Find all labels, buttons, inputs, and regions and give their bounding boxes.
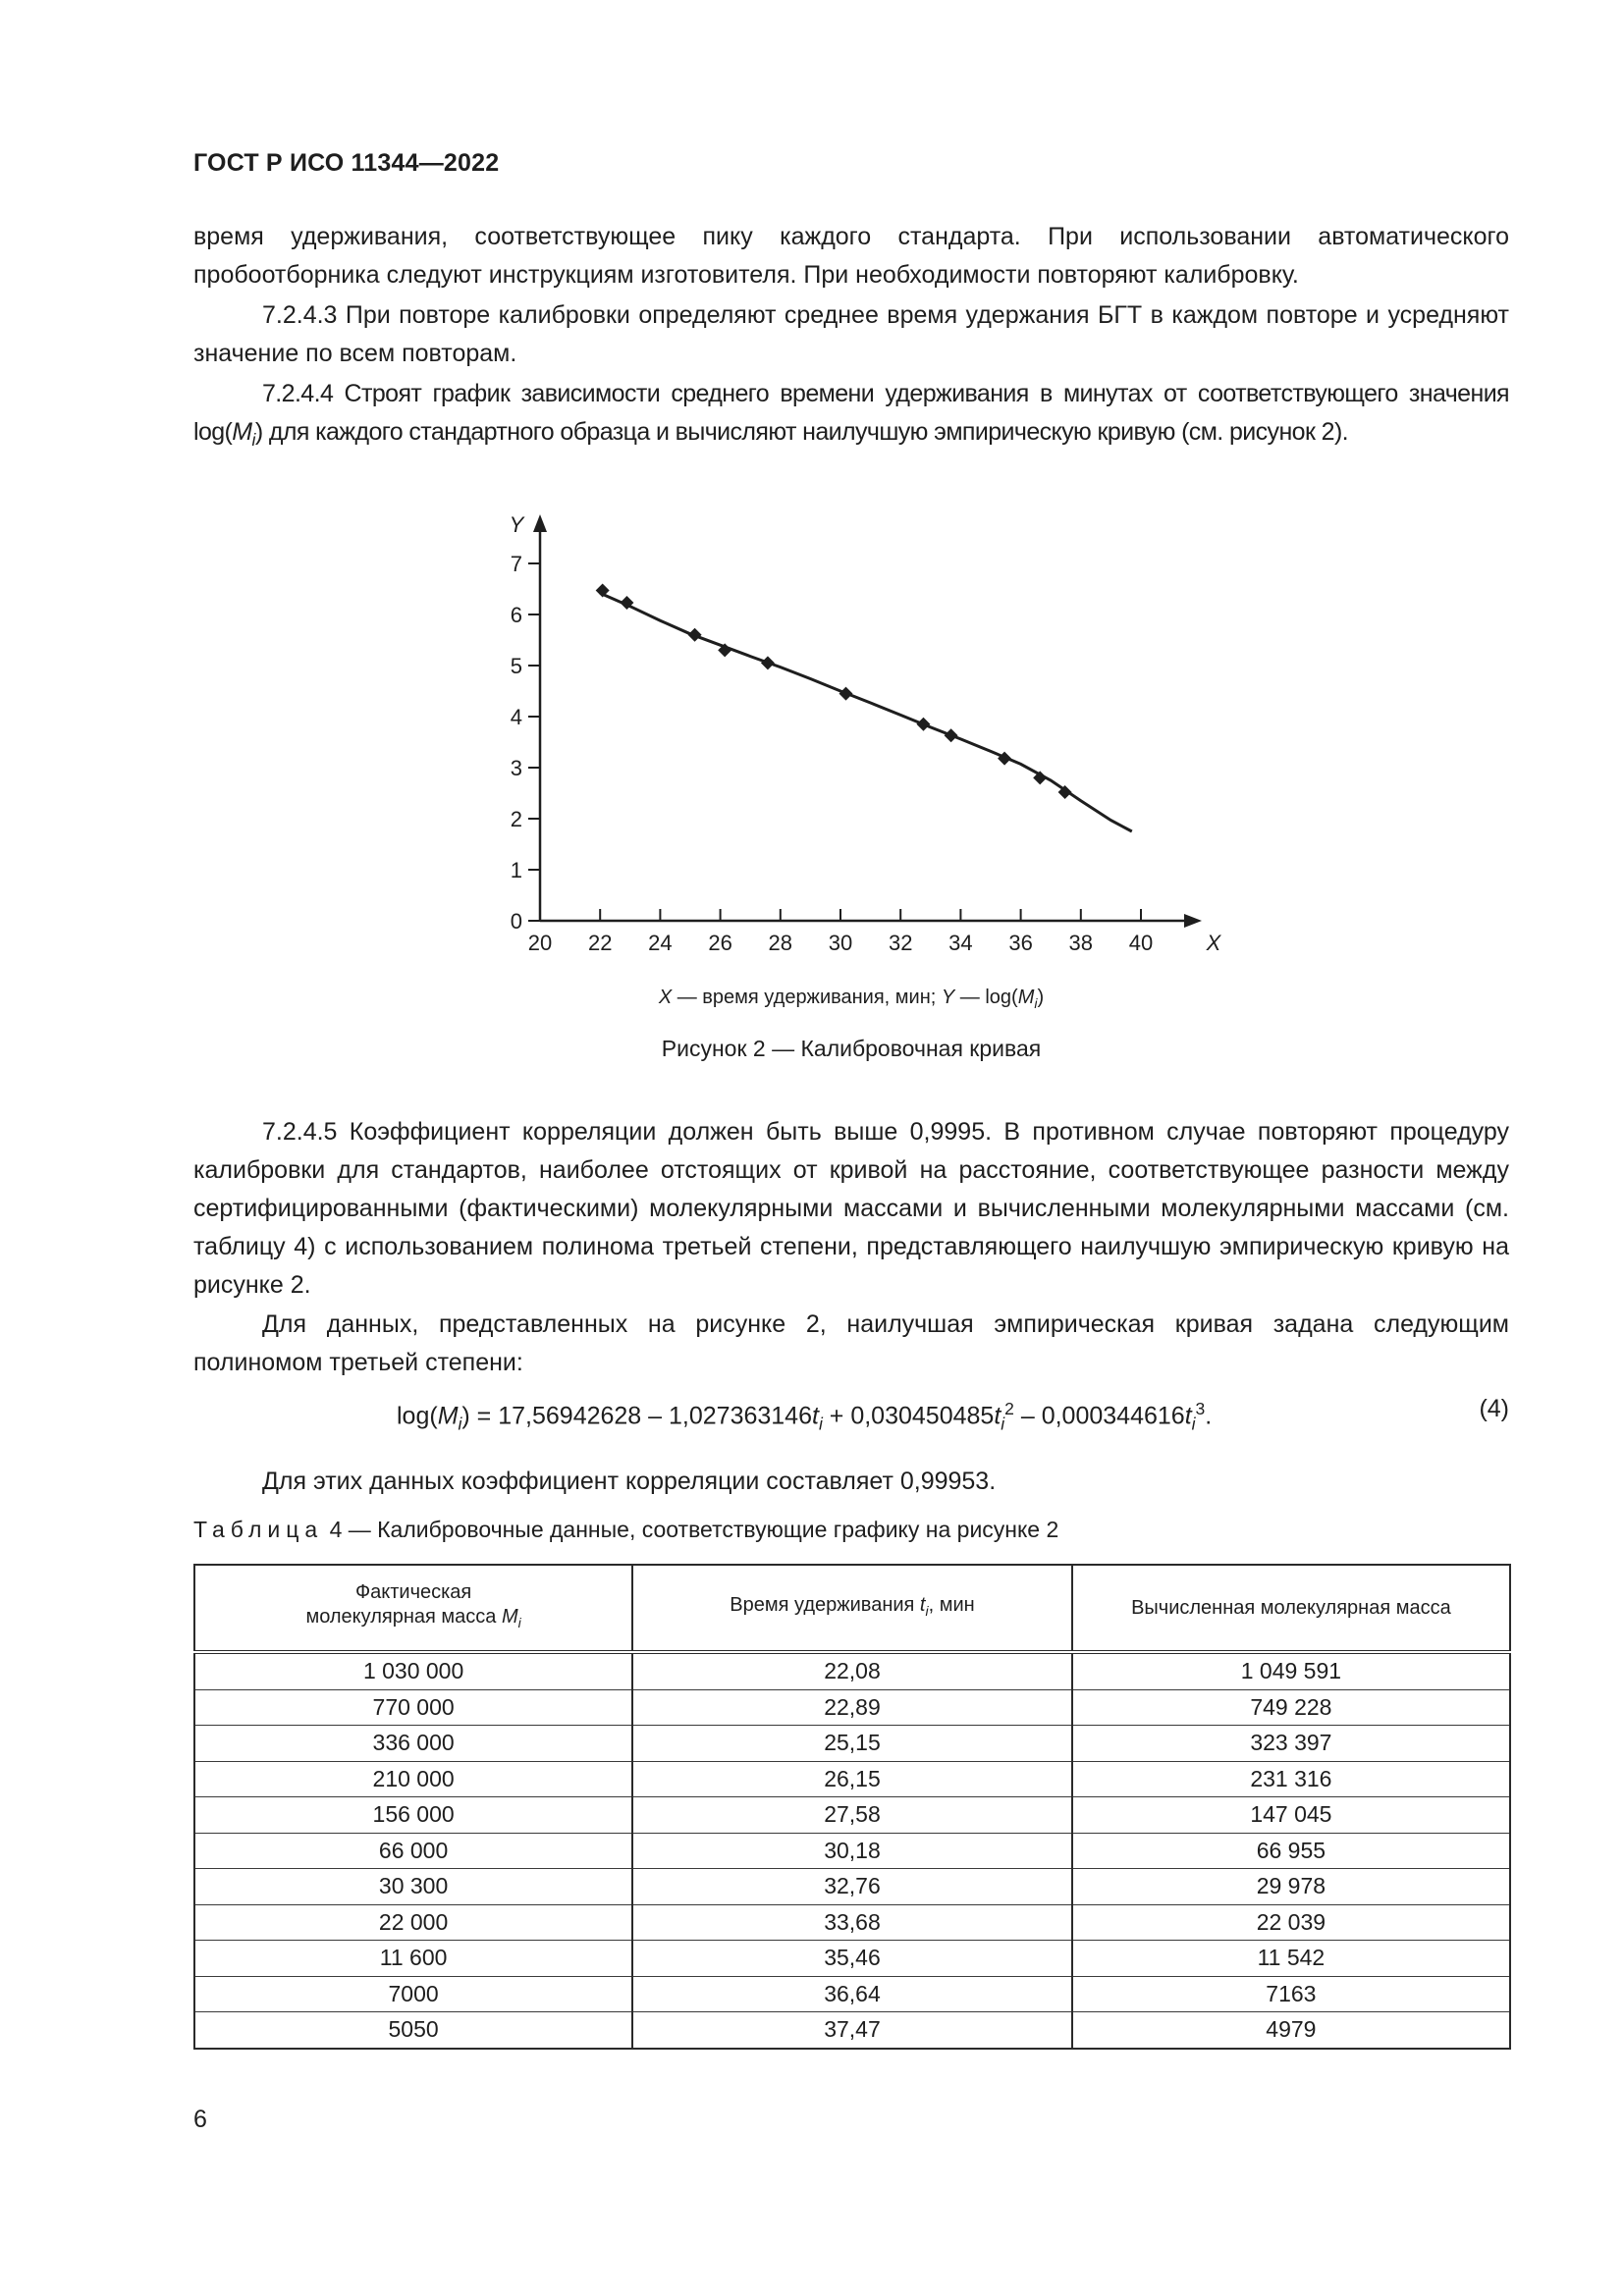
x-tick-label: 24: [648, 931, 673, 955]
chart-ticks: [528, 563, 1141, 921]
cell-actual-mass: 156 000: [194, 1797, 632, 1834]
cell-retention-time: 32,76: [632, 1869, 1072, 1905]
cell-retention-time: 26,15: [632, 1761, 1072, 1797]
cell-retention-time: 30,18: [632, 1833, 1072, 1869]
cell-calculated-mass: 1 049 591: [1072, 1652, 1510, 1689]
table-row: [194, 1833, 1510, 1869]
y-tick-label: 1: [510, 858, 522, 882]
cell-actual-mass: 30 300: [194, 1869, 632, 1905]
cell-actual-mass: 210 000: [194, 1761, 632, 1797]
cell-actual-mass: 7000: [194, 1976, 632, 2012]
cell-retention-time: 35,46: [632, 1941, 1072, 1977]
x-tick-label: 20: [527, 931, 553, 955]
table-row: [194, 1726, 1510, 1762]
cell-calculated-mass: 231 316: [1072, 1761, 1510, 1797]
cell-calculated-mass: 7163: [1072, 1976, 1510, 2012]
cell-actual-mass: 336 000: [194, 1726, 632, 1762]
cell-calculated-mass: 4979: [1072, 2012, 1510, 2049]
paragraph-7-2-4-4: 7.2.4.4 Строят график зависимости среднего времени удерживания в минутах от соответствующего значения $\log(M_i)$ для каждого стандартного образца и вычисляют наилучшую эмпирическую кривую (см. рисунок 2).: [193, 380, 1509, 450]
data-point: [916, 718, 930, 731]
calibration-curve-line: [600, 593, 1132, 831]
cell-retention-time: 37,47: [632, 2012, 1072, 2049]
paragraph-retention-time: время удерживания, соответствующее пику каждого стандарта. При использовании автоматического пробоотборника следуют инструкциям изготовителя. При необходимости повторяют калибровку.: [193, 223, 1509, 289]
cell-calculated-mass: 749 228: [1072, 1689, 1510, 1726]
equation-number: (4): [1479, 1395, 1509, 1422]
x-tick-label: 28: [768, 931, 793, 955]
calibration-points: [596, 584, 1072, 799]
document-header: ГОСТ Р ИСО 11344—2022: [193, 149, 500, 177]
cell-actual-mass: 770 000: [194, 1689, 632, 1726]
x-tick-label: 26: [708, 931, 732, 955]
cell-calculated-mass: 29 978: [1072, 1869, 1510, 1905]
y-axis-label: Y: [509, 512, 524, 537]
table-header-row: [194, 1565, 1510, 1652]
x-tick-label: 32: [888, 931, 913, 955]
column-header-retention-time: Время удерживания $t_i$, мин: [632, 1565, 1072, 1652]
table-row: [194, 1904, 1510, 1941]
cell-actual-mass: 11 600: [194, 1941, 632, 1977]
cell-retention-time: 22,89: [632, 1689, 1072, 1726]
data-point: [761, 656, 775, 669]
cell-calculated-mass: 147 045: [1072, 1797, 1510, 1834]
table-row: [194, 1652, 1510, 1689]
cell-retention-time: 22,08: [632, 1652, 1072, 1689]
y-tick-label: 4: [510, 705, 522, 729]
y-tick-label: 5: [510, 654, 522, 678]
figure-caption: Рисунок 2 — Калибровочная кривая: [661, 1036, 1042, 1061]
cell-calculated-mass: 11 542: [1072, 1941, 1510, 1977]
data-point: [839, 687, 853, 701]
cell-actual-mass: 5050: [194, 2012, 632, 2049]
cell-actual-mass: 1 030 000: [194, 1652, 632, 1689]
data-point: [688, 628, 702, 642]
page-number: 6: [193, 2106, 207, 2133]
column-header-actual-mass: Фактическая молекулярная масса $M_i$: [194, 1565, 632, 1652]
y-axis-arrow: [533, 514, 547, 532]
x-tick-label: 38: [1068, 931, 1094, 955]
cell-actual-mass: 66 000: [194, 1833, 632, 1869]
cell-calculated-mass: 66 955: [1072, 1833, 1510, 1869]
cell-calculated-mass: 22 039: [1072, 1904, 1510, 1941]
chart-tick-labels: [510, 512, 1222, 955]
table-row: [194, 1797, 1510, 1834]
chart-axes: [533, 514, 1202, 928]
table-row: [194, 1689, 1510, 1726]
figure-legend: X — время удерживания, мин; Y — $\log(M_i)$: [658, 987, 1045, 1011]
y-tick-label: 7: [510, 552, 522, 576]
x-axis-arrow: [1184, 914, 1202, 928]
table-row: [194, 1941, 1510, 1977]
table-row: [194, 1869, 1510, 1905]
x-tick-label: 40: [1128, 931, 1154, 955]
cell-actual-mass: 22 000: [194, 1904, 632, 1941]
cell-retention-time: 27,58: [632, 1797, 1072, 1834]
paragraph-7-2-4-3: 7.2.4.3 При повторе калибровки определяют среднее время удержания БГТ в каждом повторе и усредняют значение по всем повторам.: [193, 301, 1509, 367]
cell-calculated-mass: 323 397: [1072, 1726, 1510, 1762]
x-tick-label: 30: [828, 931, 853, 955]
table-caption: Таблица 4 — Калибровочные данные, соответствующие графику на рисунке 2: [193, 1517, 1059, 1542]
paragraph-correlation: Для этих данных коэффициент корреляции составляет 0,99953.: [262, 1468, 997, 1495]
calibration-curve-chart: [491, 487, 1237, 968]
table-row: [194, 1976, 1510, 2012]
y-tick-label: 6: [510, 603, 522, 627]
y-tick-label: 0: [510, 909, 522, 934]
x-tick-label: 34: [948, 931, 973, 955]
paragraph-polynomial-intro: Для данных, представленных на рисунке 2, наилучшая эмпирическая кривая задана следующим полиномом третьей степени:: [193, 1310, 1509, 1376]
cell-retention-time: 33,68: [632, 1904, 1072, 1941]
y-tick-label: 3: [510, 756, 522, 780]
x-tick-label: 22: [587, 931, 613, 955]
x-axis-label: X: [1206, 931, 1221, 955]
data-point: [945, 728, 958, 742]
table-row: [194, 1761, 1510, 1797]
x-tick-label: 36: [1008, 931, 1033, 955]
paragraph-7-2-4-5: 7.2.4.5 Коэффициент корреляции должен быть выше 0,9995. В противном случае повторяют процедуру калибровки для стандартов, наиболее отстоящих от кривой на расстояние, соответствующее разности между сертифицированными (фактическими) молекулярными массами и вычисленными молекулярными массами (см. таблицу 4) с использованием полинома третьей степени, представляющего наилучшую эмпирическую кривую на рисунке 2.: [193, 1118, 1509, 1299]
table-row: [194, 2012, 1510, 2049]
cell-retention-time: 36,64: [632, 1976, 1072, 2012]
equation-expression: $\log(M_i) = 17,56942628 - 1,027363146t_i + 0,030450485t_i^2 - 0,000344616t_i^3$.: [397, 1399, 1213, 1434]
calibration-data-table: [193, 1564, 1511, 2050]
cell-retention-time: 25,15: [632, 1726, 1072, 1762]
column-header-calculated-mass: Вычисленная молекулярная масса: [1072, 1565, 1510, 1652]
y-tick-label: 2: [510, 807, 522, 831]
